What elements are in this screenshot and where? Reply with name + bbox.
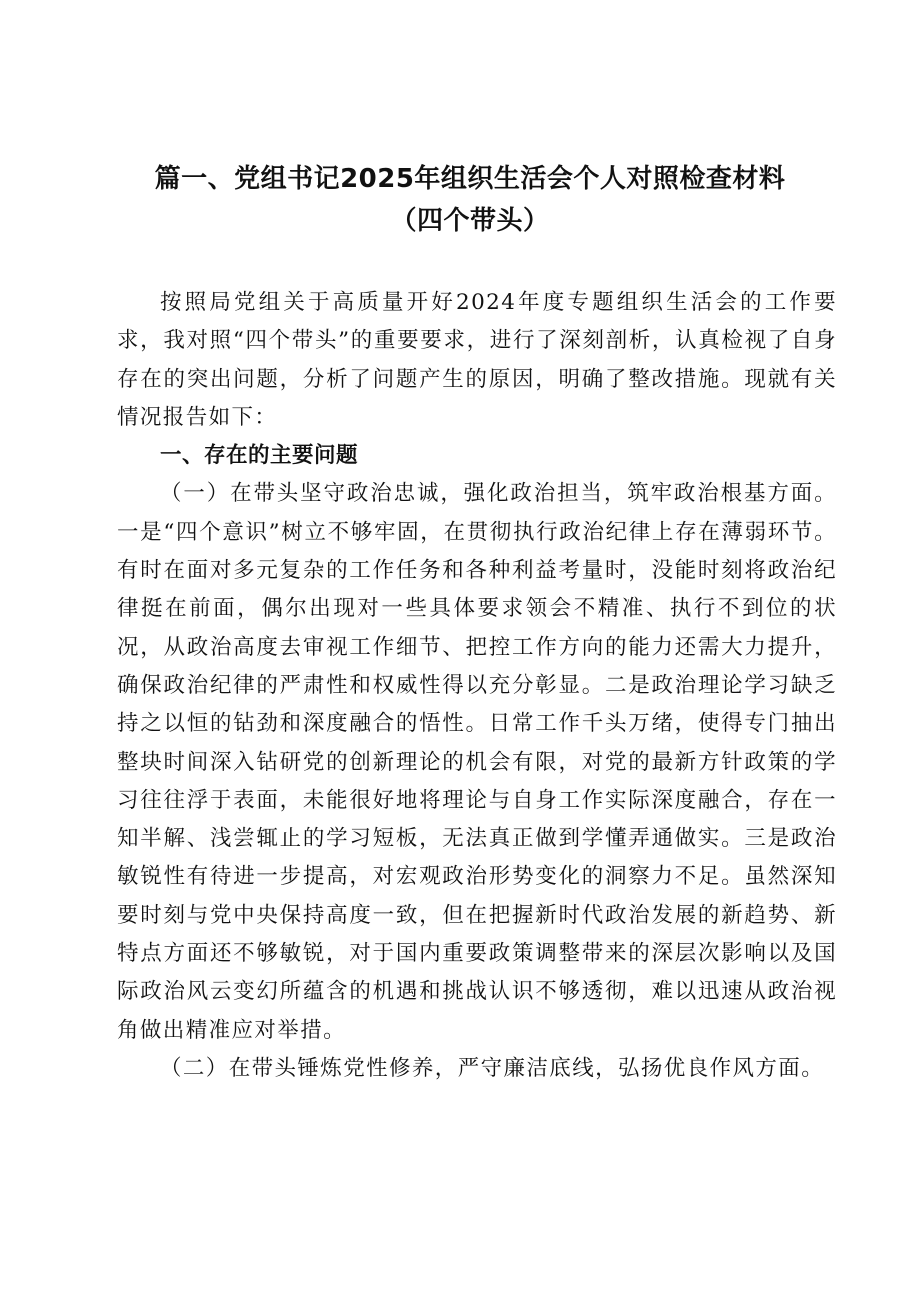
- item-2-paragraph: （二）在带头锤炼党性修养，严守廉洁底线，弘扬优良作风方面。: [160, 1055, 825, 1081]
- section-heading-problems: 一、存在的主要问题: [160, 443, 359, 469]
- intro-paragraph: 按照局党组关于高质量开好2024年度专题组织生活会的工作要求，我对照“四个带头”的重要要求，进行了深刻剖析，认真检视了自身存在的突出问题，分析了问题产生的原因，明确了整改措施。现就有关情况报告如下：: [117, 290, 837, 430]
- item-1-paragraph: （一）在带头坚守政治忠诚，强化政治担当，筑牢政治根基方面。一是“四个意识”树立不够牢固，在贯彻执行政治纪律上存在薄弱环节。有时在面对多元复杂的工作任务和各种利益考量时，没能时刻将政治纪律挺在前面，偶尔出现对一些具体要求领会不精准、执行不到位的状况，从政治高度去审视工作细节、把控工作方向的能力还需大力提升，确保政治纪律的严肃性和权威性得以充分彰显。二是政治理论学习缺乏持之以恒的钻劲和深度融合的悟性。日常工作千头万绪，使得专门抽出整块时间深入钻研党的创新理论的机会有限，对党的最新方针政策的学习往往浮于表面，未能很好地将理论与自身工作实际深度融合，存在一知半解、浅尝辄止的学习短板，无法真正做到学懂弄通做实。三是政治敏锐性有待进一步提高，对宏观政治形势变化的洞察力不足。虽然深知要时刻与党中央保持高度一致，但在把握新时代政治发展的新趋势、新特点方面还不够敏锐，对于国内重要政策调整带来的深层次影响以及国际政治风云变幻所蕴含的机遇和挑战认识不够透彻，难以迅速从政治视角做出精准应对举措。: [117, 481, 837, 1043]
- document-body: [117, 284, 837, 1088]
- document-title: 篇一、党组书记2025年组织生活会个人对照检查材料（四个带头）: [154, 164, 786, 236]
